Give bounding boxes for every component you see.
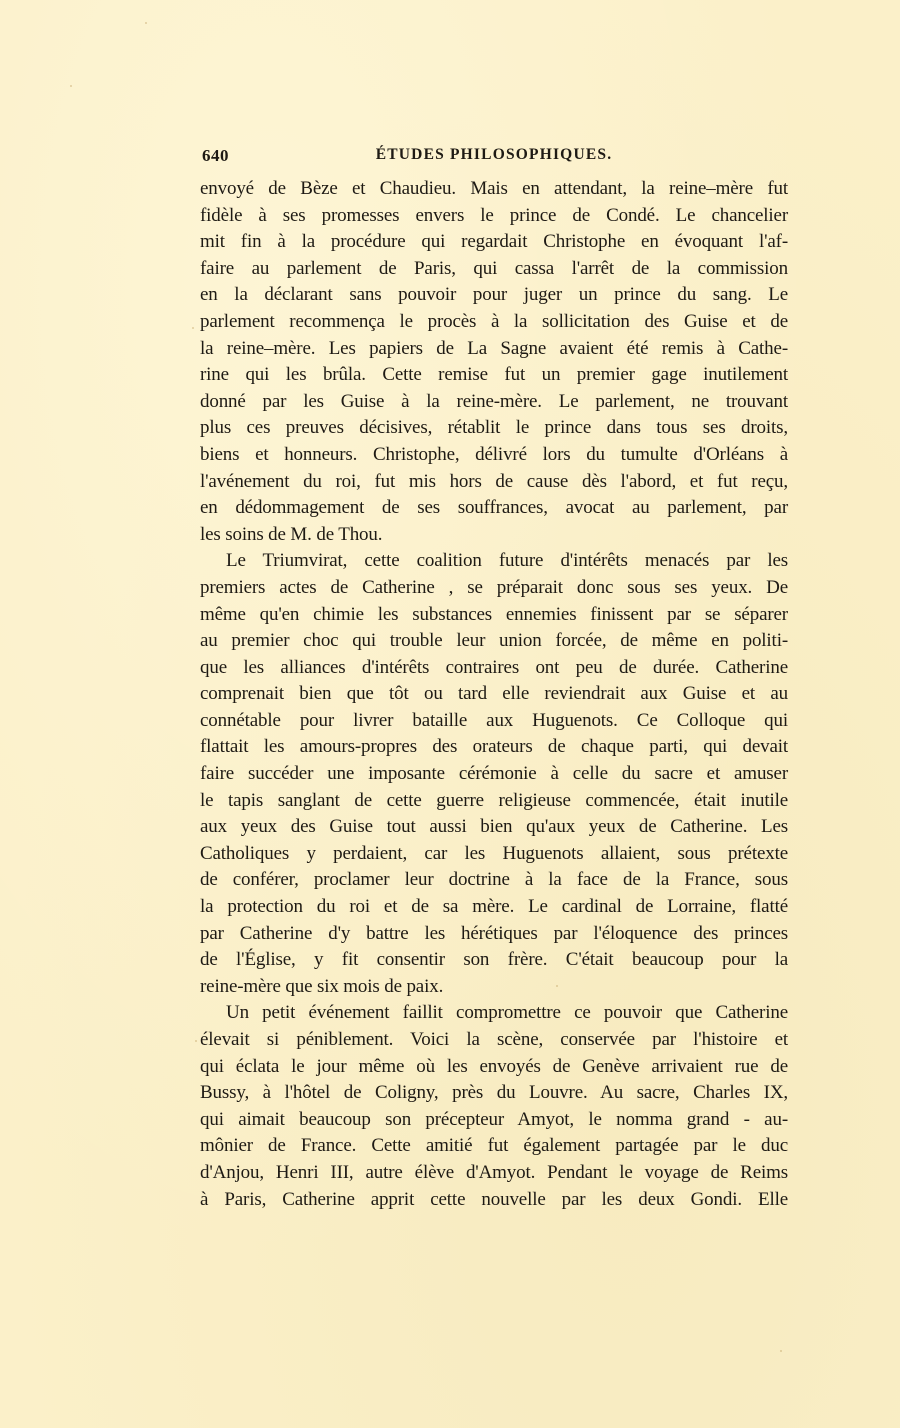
running-head: [200, 140, 788, 170]
text-line: que les alliances d'intérêts contraires ont peu de durée. Catherine: [200, 656, 788, 678]
text-line: de l'Église, y fit consentir son frère. C'était beaucoup pour la: [200, 949, 788, 971]
paper-speck: [556, 985, 558, 987]
text-line: rine qui les brûla. Cette remise fut un premier gage inutilement: [200, 364, 788, 386]
running-title: ÉTUDES PHILOSOPHIQUES.: [375, 146, 613, 163]
text-line: donné par les Guise à la reine-mère. Le parlement, ne trouvant: [200, 390, 788, 412]
text-line: biens et honneurs. Christophe, délivré lors du tumulte d'Orléans à: [200, 443, 788, 465]
text-line: par Catherine d'y battre les hérétiques par l'éloquence des princes: [200, 922, 788, 944]
text-line: flattait les amours-propres des orateurs de chaque parti, qui devait: [200, 736, 788, 758]
text-line: la reine–mère. Les papiers de La Sagne avaient été remis à Cathe-: [200, 337, 788, 359]
text-line: élevait si péniblement. Voici la scène, conservée par l'histoire et: [200, 1029, 788, 1050]
text-line: qui aimait beaucoup son précepteur Amyot, le nomma grand - au-: [200, 1108, 788, 1130]
text-line: les soins de M. de Thou.: [200, 523, 383, 545]
paper-speck: [195, 1040, 197, 1042]
book-page: [200, 140, 788, 1213]
text-line: en dédommagement de ses souffrances, avocat au parlement, par: [200, 497, 788, 519]
text-line: de conférer, proclamer leur doctrine à la face de la France, sous: [200, 869, 788, 891]
text-line: qui éclata le jour même où les envoyés de Genève arrivaient rue de: [200, 1055, 788, 1077]
text-line: au premier choc qui trouble leur union forcée, de même en politi-: [200, 630, 788, 652]
text-line: faire succéder une imposante cérémonie à celle du sacre et amuser: [200, 763, 788, 785]
text-line: en la déclarant sans pouvoir pour juger un prince du sang. Le: [200, 284, 788, 306]
paper-speck: [70, 85, 72, 87]
text-line: l'avénement du roi, fut mis hors de cause dès l'abord, et fut reçu,: [200, 470, 788, 492]
text-line: mônier de France. Cette amitié fut également partagée par le duc: [200, 1135, 788, 1157]
text-line: parlement recommença le procès à la sollicitation des Guise et de: [200, 310, 788, 332]
text-line: Bussy, à l'hôtel de Coligny, près du Louvre. Au sacre, Charles IX,: [200, 1082, 788, 1104]
page-number: 640: [202, 146, 229, 165]
text-line: premiers actes de Catherine , se préparait donc sous ses yeux. De: [200, 576, 788, 598]
paragraph-3: [200, 1000, 788, 1213]
paper-speck: [192, 327, 194, 329]
text-line: d'Anjou, Henri III, autre élève d'Amyot. Pendant le voyage de Reims: [200, 1161, 788, 1183]
text-line: faire au parlement de Paris, qui cassa l'arrêt de la commission: [200, 257, 788, 279]
text-line: Un petit événement faillit compromettre ce pouvoir que Catherine: [226, 1002, 788, 1024]
text-line: la protection du roi et de sa mère. Le cardinal de Lorraine, flatté: [200, 896, 788, 918]
text-line: envoyé de Bèze et Chaudieu. Mais en attendant, la reine–mère fut: [200, 178, 788, 199]
text-line: comprenait bien que tôt ou tard elle reviendrait aux Guise et au: [200, 683, 788, 705]
text-line: Catholiques y perdaient, car les Huguenots allaient, sous prétexte: [200, 842, 788, 864]
paper-speck: [145, 22, 147, 24]
text-line: fidèle à ses promesses envers le prince de Condé. Le chancelier: [200, 204, 788, 226]
text-line: même qu'en chimie les substances ennemies finissent par se séparer: [200, 603, 788, 625]
text-line: à Paris, Catherine apprit cette nouvelle par les deux Gondi. Elle: [200, 1188, 788, 1210]
text-line: Le Triumvirat, cette coalition future d'intérêts menacés par les: [226, 550, 788, 572]
text-line: connétable pour livrer bataille aux Huguenots. Ce Colloque qui: [200, 709, 788, 731]
text-line: reine-mère que six mois de paix.: [200, 975, 444, 997]
paper-speck: [780, 1350, 782, 1352]
body-text: [200, 176, 788, 1213]
paragraph-1: [200, 176, 788, 548]
paragraph-2: [200, 548, 788, 1000]
text-line: mit fin à la procédure qui regardait Christophe en évoquant l'af-: [200, 231, 788, 253]
text-line: plus ces preuves décisives, rétablit le prince dans tous ses droits,: [200, 417, 788, 439]
text-line: le tapis sanglant de cette guerre religieuse commencée, était inutile: [200, 789, 788, 811]
text-line: aux yeux des Guise tout aussi bien qu'aux yeux de Catherine. Les: [200, 816, 788, 838]
